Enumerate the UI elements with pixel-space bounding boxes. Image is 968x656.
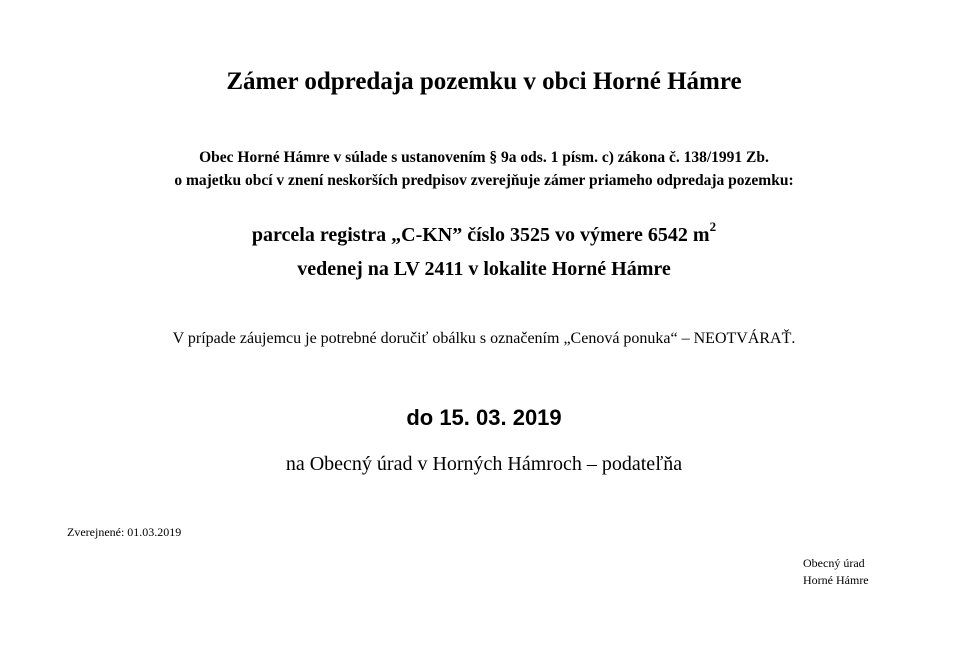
office-address: na Obecný úrad v Horných Hámroch – podateľňa [285,453,683,475]
parcel-description: parcela registra „C-KN” číslo 3525 vo výmere 6542 m [251,224,710,246]
parcel-line-1 [0,219,968,247]
signature-block [803,555,869,589]
deadline-date: do 15. 03. 2019 [406,405,562,430]
document-title: Zámer odpredaja pozemku v obci Horné Hámre [226,68,742,95]
intro-line-1: Obec Horné Hámre v súlade s ustanovením § 9a ods. 1 písm. c) zákona č. 138/1991 Zb. [199,149,769,166]
area-unit-superscript: 2 [709,219,717,235]
parcel-line-2: vedenej na LV 2411 v lokalite Horné Hámre [297,258,671,280]
signature-line-1: Obecný úrad [803,556,865,570]
signature-line-2: Horné Hámre [803,573,869,587]
published-date: Zverejnené: 01.03.2019 [67,525,182,539]
intro-line-2: o majetku obcí v znení neskorších predpisov zverejňuje zámer priameho odpredaja pozemku: [174,172,794,189]
submission-notice: V prípade záujemcu je potrebné doručiť obálku s označením „Cenová ponuka“ – NEOTVÁRAŤ. [172,330,796,347]
